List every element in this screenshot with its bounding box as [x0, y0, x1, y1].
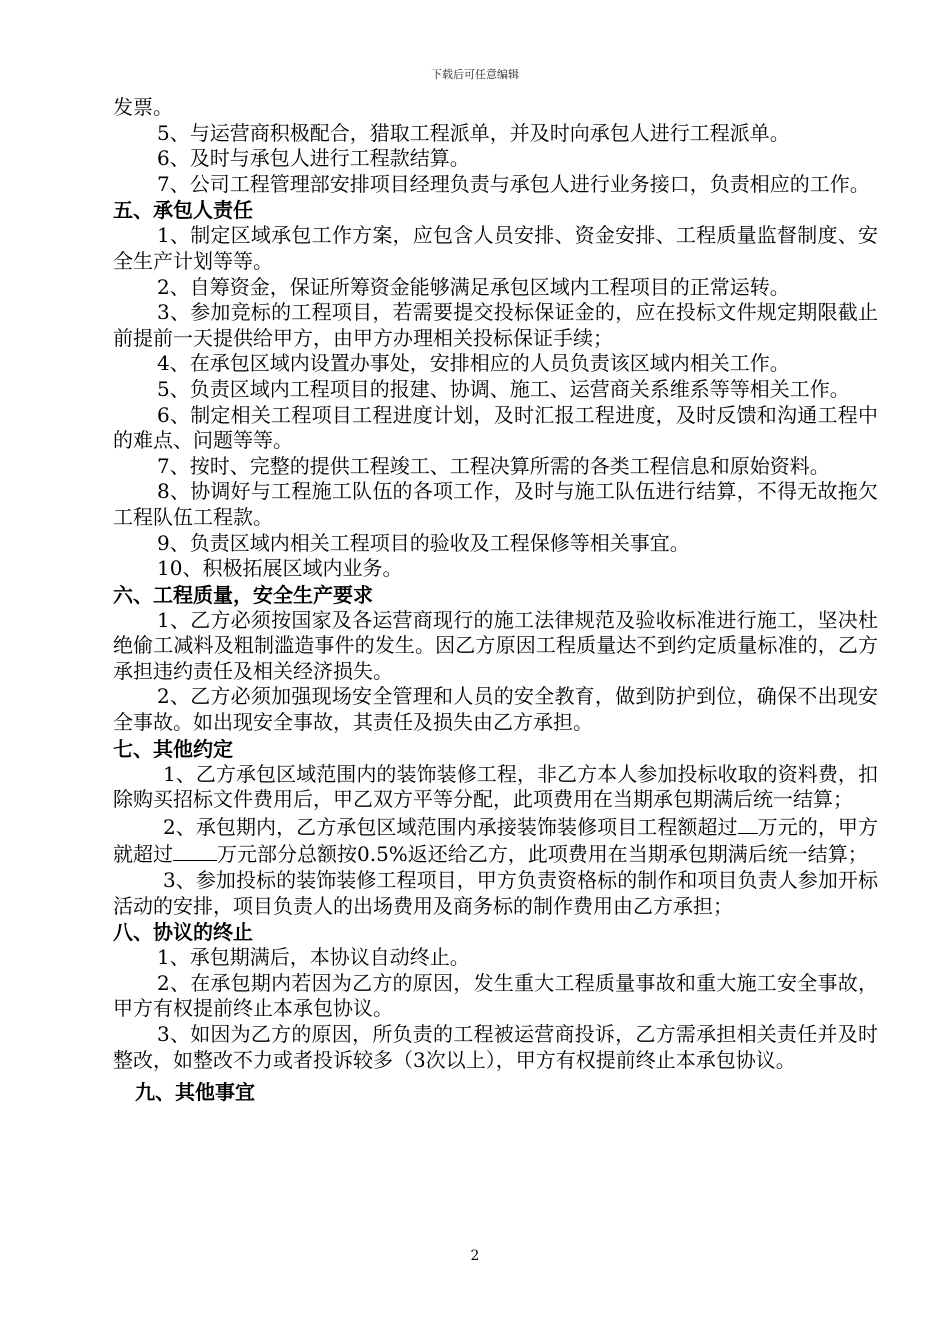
list-item: 5、负责区域内工程项目的报建、协调、施工、运营商关系维系等等相关工作。: [157, 376, 850, 401]
list-item: 10、积极拓展区域内业务。: [157, 556, 403, 581]
section-heading: 八、协议的终止: [113, 920, 253, 945]
item-text: 万元的，甲方就超过: [113, 814, 878, 867]
item-text: 2、承包期内，乙方承包区域范围内承接装饰装修项目工程额超过: [163, 814, 738, 839]
page-header: 下载后可任意编辑: [431, 68, 519, 81]
list-item: [113, 813, 878, 868]
section-heading: 七、其他约定: [113, 736, 233, 761]
list-item: 1、乙方必须按国家及各运营商现行的施工法律规范及验收标准进行施工，坚决杜绝偷工减料及粗制滥造事件的发生。因乙方原因工程质量达不到约定质量标准的，乙方承担违约责任及相关经济损失。: [113, 607, 878, 683]
list-item: 4、在承包区域内设置办事处，安排相应的人员负责该区域内相关工作。: [157, 351, 790, 376]
blank-field: [173, 840, 217, 861]
document-body: [113, 95, 878, 1105]
blank-field: [738, 813, 758, 834]
list-item: 1、承包期满后，本协议自动终止。: [157, 945, 470, 970]
paragraph: 6、及时与承包人进行工程款结算。: [157, 146, 470, 171]
list-item: 8、协调好与工程施工队伍的各项工作，及时与施工队伍进行结算，不得无故拖欠工程队伍工程款。: [113, 479, 878, 529]
item-text: 万元部分总额按0.5%返还给乙方，此项费用在当期承包期满后统一结算；: [217, 842, 868, 867]
paragraph: 发票。: [113, 95, 173, 119]
list-item: 1、乙方承包区域范围内的装饰装修工程，非乙方本人参加投标收取的资料费，扣除购买招标文件费用后，甲乙双方平等分配，此项费用在当期承包期满后统一结算；: [113, 761, 878, 812]
list-item: 2、乙方必须加强现场安全管理和人员的安全教育，做到防护到位，确保不出现安全事故。如出现安全事故，其责任及损失由乙方承担。: [113, 684, 878, 735]
section-heading: 五、承包人责任: [113, 198, 253, 223]
list-item: 2、自筹资金，保证所筹资金能够满足承包区域内工程项目的正常运转。: [157, 274, 790, 299]
paragraph: 7、公司工程管理部安排项目经理负责与承包人进行业务接口，负责相应的工作。: [157, 171, 870, 196]
list-item: 3、如因为乙方的原因，所负责的工程被运营商投诉，乙方需承担相关责任并及时整改，如整改不力或者投诉较多（3次以上），甲方有权提前终止本承包协议。: [113, 1022, 878, 1072]
list-item: 3、参加竞标的工程项目，若需要提交投标保证金的，应在投标文件规定期限截止前提前一天提供给甲方，由甲方办理相关投标保证手续；: [113, 300, 878, 350]
list-item: 7、按时、完整的提供工程竣工、工程决算所需的各类工程信息和原始资料。: [157, 453, 830, 478]
section-heading: 九、其他事宜: [135, 1080, 255, 1105]
paragraph: 5、与运营商积极配合，猎取工程派单，并及时向承包人进行工程派单。: [157, 120, 790, 145]
list-item: 9、负责区域内相关工程项目的验收及工程保修等相关事宜。: [157, 530, 690, 555]
list-item: 2、在承包期内若因为乙方的原因，发生重大工程质量事故和重大施工安全事故，甲方有权提前终止本承包协议。: [113, 970, 878, 1021]
list-item: 6、制定相关工程项目工程进度计划，及时汇报工程进度，及时反馈和沟通工程中的难点、问题等等。: [113, 402, 878, 453]
list-item: 1、制定区域承包工作方案，应包含人员安排、资金安排、工程质量监督制度、安全生产计划等等。: [113, 223, 878, 273]
section-heading: 六、工程质量，安全生产要求: [113, 582, 373, 607]
page-number: 2: [470, 1248, 480, 1264]
list-item: 3、参加投标的装饰装修工程项目，甲方负责资格标的制作和项目负责人参加开标活动的安排，项目负责人的出场费用及商务标的制作费用由乙方承担；: [113, 868, 878, 918]
